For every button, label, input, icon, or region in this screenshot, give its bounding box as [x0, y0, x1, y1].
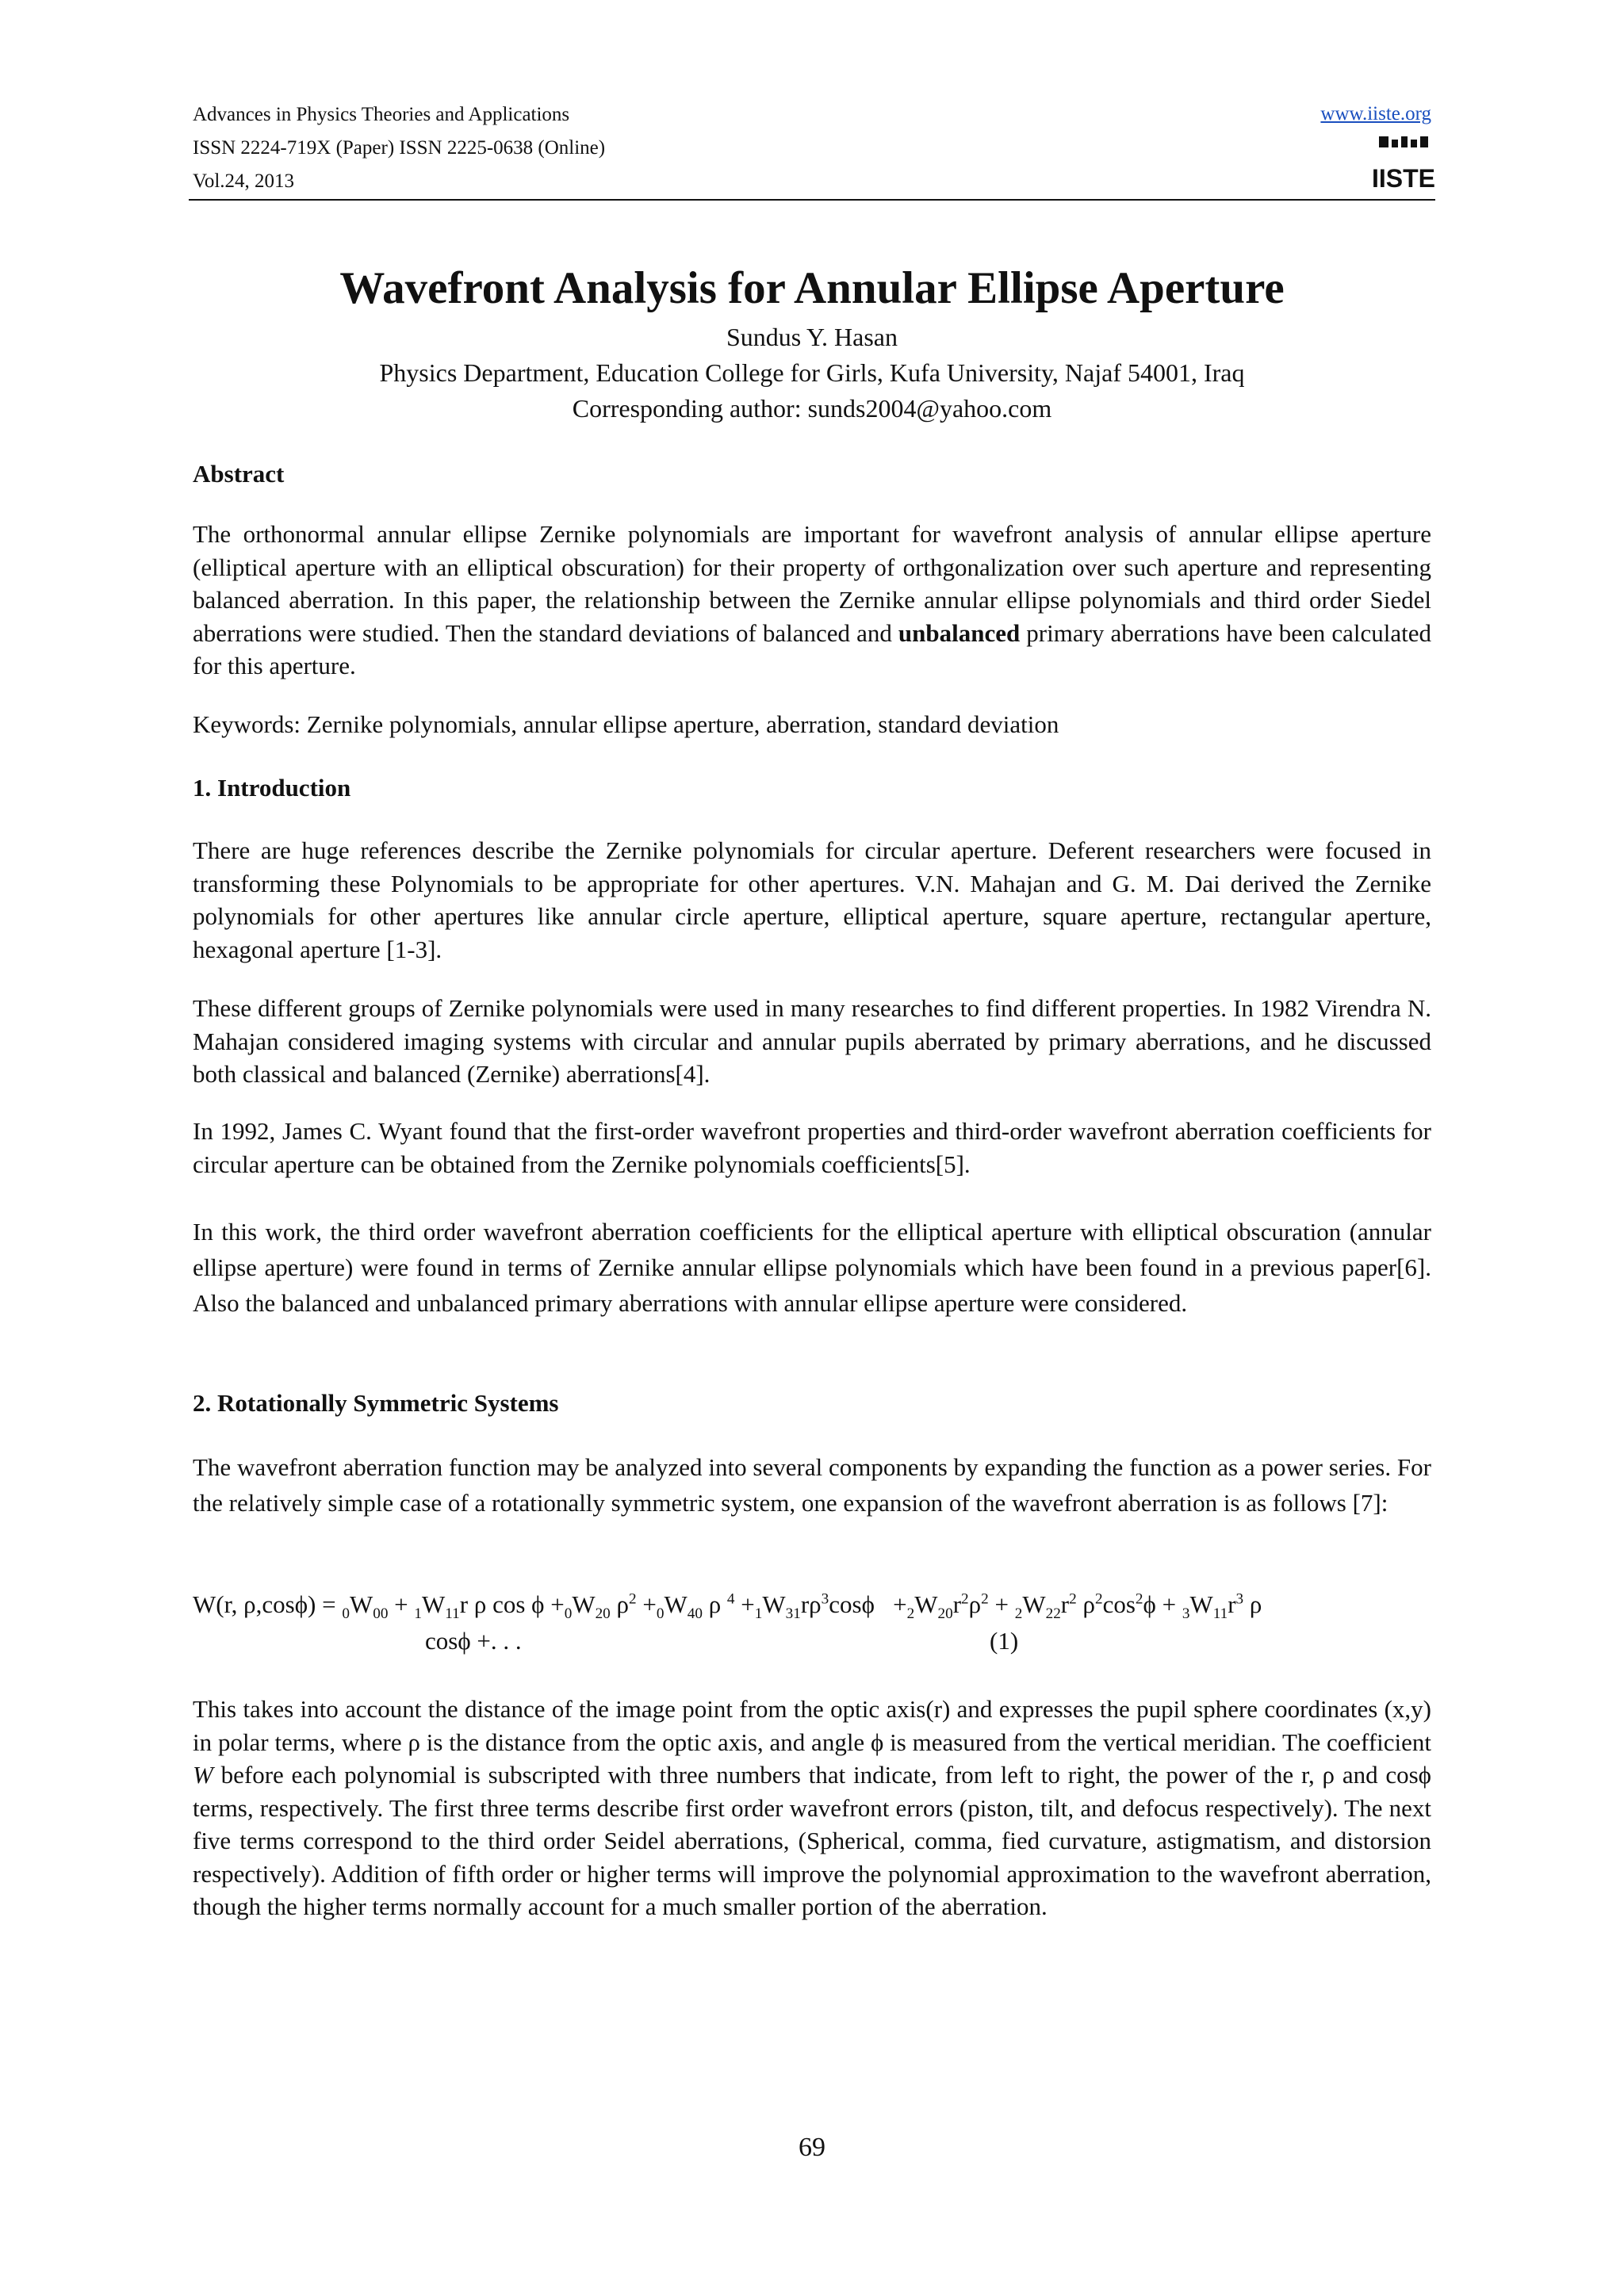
journal-name: Advances in Physics Theories and Applications — [193, 104, 570, 125]
page-number: 69 — [799, 2133, 825, 2162]
svg-text:IISTE: IISTE — [1371, 164, 1436, 193]
intro-paragraph-2: These different groups of Zernike polynomials were used in many researches to find different properties. In 1982 Virendra N. Mahajan considered imaging systems with circular and annular pupils aberrated by primary aberrations, and he discussed both classical and balanced (Zernike) aberrations[4]. — [193, 994, 1431, 1088]
rotational-paragraph-1: The wavefront aberration function may be analyzed into several components by expanding the function as a power series. For the relatively simple case of a rotationally symmetric system, one expansion of the wavefront aberration is as follows [7]: — [193, 1453, 1431, 1517]
abstract-text: The orthonormal annular ellipse Zernike polynomials are important for wavefront analysis of annular ellipse aperture (elliptical aperture with an elliptical obscuration) for their property of orthgonalization over such aperture and representing balanced aberration. In this paper, the relationship between the Zernike annular ellipse polynomials and third order Siedel aberrations were studied. Then the standard deviations of balanced and unbalanced primary aberrations have been calculated for this aperture. — [193, 520, 1431, 679]
iiste-logo — [1371, 135, 1436, 193]
section-heading-introduction: 1. Introduction — [193, 774, 351, 802]
journal-issn: ISSN 2224-719X (Paper) ISSN 2225-0638 (Online) — [193, 137, 606, 159]
rotational-paragraph-2: This takes into account the distance of the image point from the optic axis(r) and expresses the pupil sphere coordinates (x,y) in polar terms, where ρ is the distance from the optic axis, and angle ϕ is measured from the vertical meridian. The coefficient W before each polynomial is subscripted with three numbers that indicate, from left to right, the power of the r, ρ and cosϕ terms, respectively. The first three terms describe first order wavefront errors (piston, tilt, and defocus respectively). The next five terms correspond to the third order Seidel aberrations, (Spherical, comma, fied curvature, astigmatism, and distorsion respectively). Addition of fifth order or higher terms will improve the polynomial approximation to the wavefront aberration, though the higher terms normally account for a much smaller portion of the aberration. — [193, 1695, 1431, 1920]
keywords: Keywords: Zernike polynomials, annular ellipse aperture, aberration, standard deviation — [193, 710, 1059, 738]
intro-paragraph-1: There are huge references describe the Zernike polynomials for circular aperture. Deferent researchers were focused in transforming these Polynomials to be appropriate for other apertures. V.N. Mahajan and G. M. Dai derived the Zernike polynomials for other apertures like annular circle aperture, elliptical aperture, square aperture, rectangular aperture, hexagonal aperture [1-3]. — [193, 836, 1431, 963]
affiliation: Physics Department, Education College for Girls, Kufa University, Najaf 54001, Iraq — [379, 358, 1245, 387]
paper-title: Wavefront Analysis for Annular Ellipse Aperture — [339, 263, 1285, 313]
header-rule — [189, 199, 1435, 201]
intro-paragraph-3: In 1992, James C. Wyant found that the first-order wavefront properties and third-order wavefront aberration coefficients for circular aperture can be obtained from the Zernike polynomials coefficients[5]. — [193, 1117, 1431, 1178]
journal-volume: Vol.24, 2013 — [193, 170, 295, 192]
equation-1-continuation: cosϕ +. . . — [425, 1627, 522, 1655]
abstract-heading: Abstract — [193, 460, 285, 488]
equation-1: W(r, $\rho,\cos\phi) = _0W_{00} + _1W_{11}r$ ρ $\cos \phi +_0W_{20}$ $\rho^2 +_0W_{40}$ ρ $^4 +_1W_{31}r\rho^3\cos\phi +_2W_{20}r^2\rho^2 + _2W_{22}r^2$ $\rho^2\cos^2\phi + _3W_{11}r^3$ ρ — [193, 1590, 1262, 1623]
author-name: Sundus Y. Hasan — [726, 323, 898, 351]
intro-paragraph-4: In this work, the third order wavefront aberration coefficients for the elliptical aperture with elliptical obscuration (annular ellipse aperture) were found in terms of Zernike annular ellipse polynomials which have been found in a previous paper[6]. Also the balanced and unbalanced primary aberrations with annular ellipse aperture were considered. — [193, 1218, 1431, 1317]
equation-number: (1) — [990, 1627, 1019, 1655]
section-heading-rotational: 2. Rotationally Symmetric Systems — [193, 1389, 559, 1417]
corresponding-author: Corresponding author: sunds2004@yahoo.com — [572, 394, 1052, 423]
website-link[interactable]: www.iiste.org — [1320, 103, 1431, 124]
